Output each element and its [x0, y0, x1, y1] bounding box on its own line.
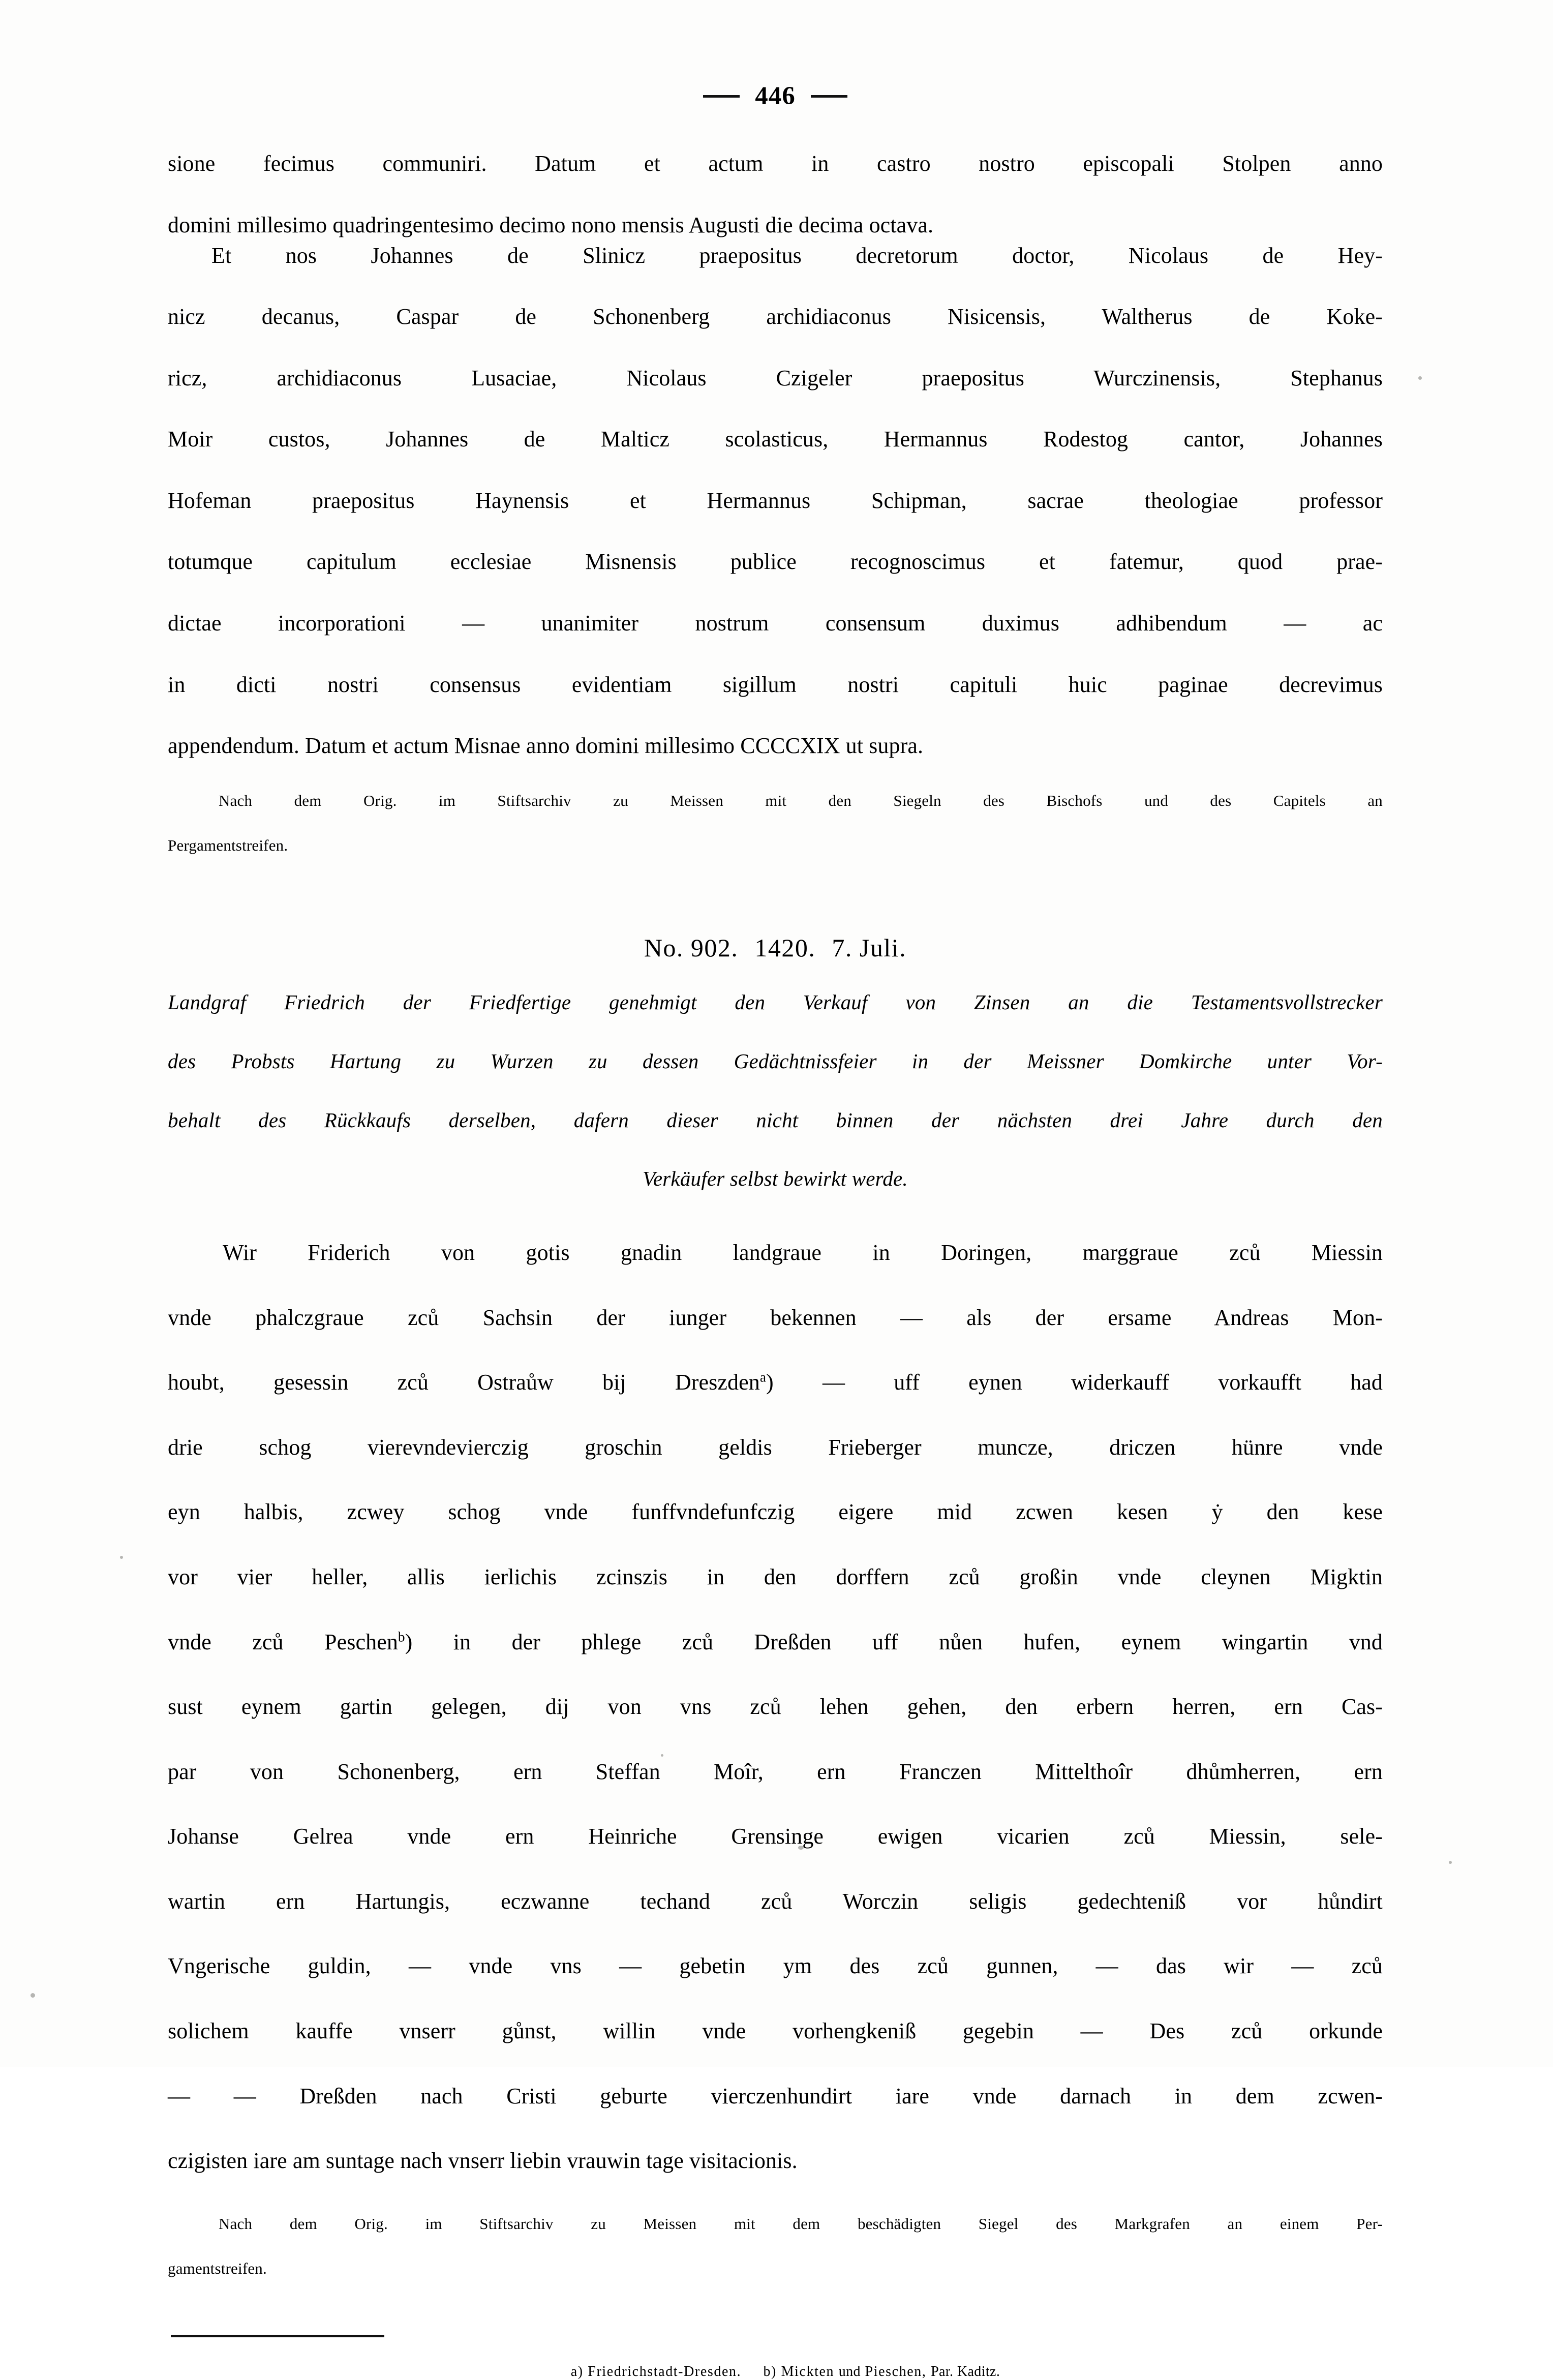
charter-body-line: eyn halbis, zcwey schog vnde funffvndefunfczig eigere mid zcwen kesen ẏ den kese — [168, 1499, 1383, 1525]
page-header-folio — [168, 81, 1383, 111]
regest-line: behalt des Rückkaufs derselben, dafern dieser nicht binnen der nächsten drei Jahre durch den — [168, 1108, 1383, 1132]
footnote-b-parish: Par. Kaditz. — [931, 2364, 1000, 2380]
charter-body-line: Johanse Gelrea vnde ern Heinriche Grensinge ewigen vicarien zců Miessin, sele- — [168, 1824, 1383, 1849]
charter-body-line: vnde phalczgraue zců Sachsin der iunger bekennen — als der ersame Andreas Mon- — [168, 1305, 1383, 1330]
footnote-b-place-1: Mickten — [781, 2364, 835, 2380]
scan-speck — [31, 1993, 35, 1998]
charter-continuation-paragraph — [168, 148, 1383, 240]
charter-body-line: Vngerische guldin, — vnde vns — gebetin ym des zců gunnen, — das wir — zců — [168, 1953, 1383, 1979]
page-number: 446 — [755, 82, 796, 110]
charter-body-line: vnde zců Peschen$^b$) in der phlege zců Dreßden uff nůen hufen, eynem wingartin vnd — [168, 1629, 1383, 1654]
charter-body-line: wartin ern Hartungis, eczwanne techand zců Worczin seligis gedechteniß vor hůndirt — [168, 1888, 1383, 1914]
charter-body-line: sust eynem gartin gelegen, dij von vns zců lehen gehen, den erbern herren, ern Cas- — [168, 1694, 1383, 1720]
folio-rule-right — [811, 95, 847, 98]
charter-line: dictae incorporationi — unanimiter nostrum consensum duximus adhibendum — ac — [168, 610, 1383, 636]
footnote-b-conjunction: und — [838, 2364, 861, 2380]
footnote-b-place-2: Pieschen, — [865, 2364, 927, 2380]
charter-line: Et nos Johannes de Slinicz praepositus decretorum doctor, Nicolaus de Hey- — [211, 243, 1383, 268]
footnote-a-text: Friedrichstadt-Dresden. — [588, 2364, 742, 2380]
document-year: 1420. — [754, 933, 816, 962]
charter-witness-paragraph — [168, 240, 1383, 762]
footnote-separator-rule — [171, 2335, 384, 2337]
charter-body-line: vor vier heller, allis ierlichis zcinszis in den dorffern zců großin vnde cleynen Migktin — [168, 1564, 1383, 1589]
document-heading — [168, 933, 1383, 962]
charter-body-line: drie schog vierevndevierczig groschin geldis Frieberger muncze, driczen hünre vnde — [168, 1434, 1383, 1460]
regest-line: des Probsts Hartung zu Wurzen zu dessen Gedächtnissfeier in der Meissner Domkirche unter Vor- — [168, 1049, 1383, 1073]
source-note-902 — [168, 2213, 1383, 2280]
document-number: No. 902. — [644, 933, 739, 962]
charter-line: domini millesimo quadringentesimo decimo nono mensis Augusti die decima octava. — [168, 212, 934, 237]
source-note-line: Nach dem Orig. im Stiftsarchiv zu Meissen mit den Siegeln des Bischofs und des Capitels an — [219, 792, 1383, 810]
regest-line: Verkäufer selbst bewirkt werde. — [643, 1167, 908, 1191]
source-note-901 — [168, 790, 1383, 857]
charter-line: Moir custos, Johannes de Malticz scolasticus, Hermannus Rodestog cantor, Johannes — [168, 427, 1383, 452]
charter-line: totumque capitulum ecclesiae Misnensis publice recognoscimus et fatemur, quod prae- — [168, 549, 1383, 575]
document-charter-text — [168, 1237, 1383, 2177]
charter-line: ricz, archidiaconus Lusaciae, Nicolaus Czigeler praepositus Wurczinensis, Stephanus — [168, 365, 1383, 390]
scan-speck — [1418, 376, 1422, 380]
regest-line: Landgraf Friedrich der Friedfertige genehmigt den Verkauf von Zinsen an die Testamentsvollstrecker — [168, 990, 1383, 1014]
charter-body-line: Wir Friderich von gotis gnadin landgraue in Doringen, marggraue zců Miessin — [223, 1240, 1383, 1265]
scan-speck — [1449, 1861, 1452, 1864]
charter-line: in dicti nostri consensus evidentiam sigillum nostri capituli huic paginae decrevimus — [168, 672, 1383, 697]
charter-line: Hofeman praepositus Haynensis et Hermannus Schipman, sacrae theologiae professor — [168, 488, 1383, 513]
charter-body-line: par von Schonenberg, ern Steffan Moîr, ern Franczen Mittelthoîr dhůmherren, ern — [168, 1759, 1383, 1784]
charter-line: nicz decanus, Caspar de Schonenberg archidiaconus Nisicensis, Waltherus de Koke- — [168, 304, 1383, 329]
source-note-line: Nach dem Orig. im Stiftsarchiv zu Meissen mit dem beschädigten Siegel des Markgrafen an einem Per- — [219, 2215, 1383, 2233]
folio-rule-left — [703, 95, 740, 98]
source-note-text — [168, 2213, 1383, 2280]
source-note-text — [168, 790, 1383, 857]
source-note-line: Pergamentstreifen. — [168, 836, 288, 855]
charter-line: sione fecimus communiri. Datum et actum in castro nostro episcopali Stolpen anno — [168, 151, 1383, 176]
source-note-line: gamentstreifen. — [168, 2260, 267, 2278]
scan-speck — [120, 1556, 123, 1559]
page-content — [168, 0, 1383, 2380]
footnote-a-marker: a) — [570, 2364, 584, 2380]
charter-line: appendendum. Datum et actum Misnae anno domini millesimo CCCCXIX ut supra. — [168, 733, 924, 759]
document-regest — [168, 988, 1383, 1194]
document-date: 7. Juli. — [832, 933, 907, 962]
charter-body-line: — — Dreßden nach Cristi geburte vierczenhundirt iare vnde darnach in dem zcwen- — [168, 2083, 1383, 2108]
charter-body-line: solichem kauffe vnserr gůnst, willin vnde vorhengkeniß gegebin — Des zců orkunde — [168, 2019, 1383, 2044]
footnote-b-marker: b) — [763, 2364, 777, 2380]
footnote-list — [168, 2364, 1383, 2380]
charter-body-line: czigisten iare am suntage nach vnserr liebin vrauwin tage visitacionis. — [168, 2148, 798, 2174]
charter-body-line: houbt, gesessin zců Ostraůw bij Dreszden$^a$) — uff eynen widerkauff vorkaufft had — [168, 1369, 1383, 1395]
